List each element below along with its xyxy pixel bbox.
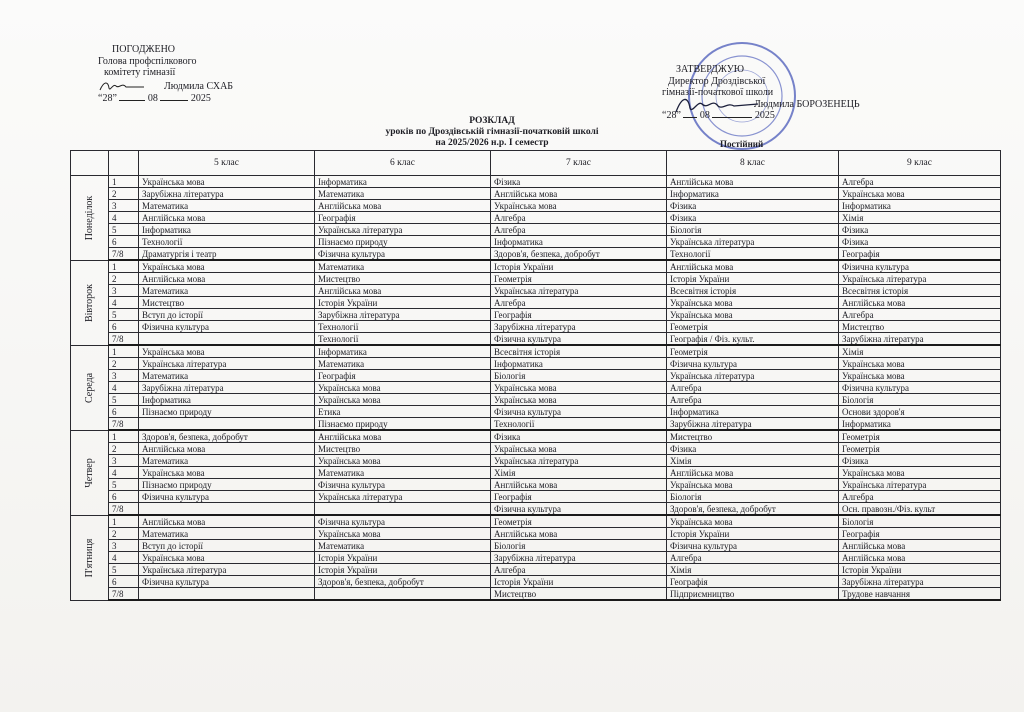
lesson-number: 4 — [109, 382, 139, 394]
class-header: 9 клас — [839, 151, 1001, 176]
lesson-cell: Алгебра — [839, 176, 1001, 188]
day-cell — [71, 515, 109, 600]
lesson-cell: Алгебра — [491, 564, 667, 576]
lesson-cell: Інформатика — [315, 345, 491, 358]
table-row — [71, 503, 1001, 516]
lesson-cell: Математика — [139, 285, 315, 297]
approval-left-day: “28” — [98, 92, 117, 104]
lesson-cell: Мистецтво — [315, 443, 491, 455]
lesson-cell: Українська мова — [315, 528, 491, 540]
lesson-cell: Біологія — [667, 491, 839, 503]
table-row — [71, 224, 1001, 236]
lesson-number: 5 — [109, 479, 139, 491]
lesson-cell: Хімія — [491, 467, 667, 479]
lesson-cell: Геометрія — [491, 515, 667, 528]
schedule-table — [70, 150, 1001, 601]
lesson-cell: Українська література — [139, 564, 315, 576]
lesson-cell: Геометрія — [491, 273, 667, 285]
lesson-cell: Біологія — [491, 370, 667, 382]
lesson-cell: Географія — [315, 370, 491, 382]
lesson-cell: Хімія — [667, 455, 839, 467]
lesson-number: 1 — [109, 430, 139, 443]
lesson-cell: Українська мова — [839, 188, 1001, 200]
lesson-cell: Технології — [315, 321, 491, 333]
lesson-cell: Інформатика — [315, 176, 491, 188]
lesson-cell: Математика — [315, 260, 491, 273]
table-row — [71, 358, 1001, 370]
schedule-subtitle-1: уроків по Дроздівській гімназії-початковій школі — [385, 127, 599, 137]
lesson-cell: Фізична культура — [839, 382, 1001, 394]
lesson-number: 3 — [109, 540, 139, 552]
approval-left-title: ПОГОДЖЕНО — [112, 44, 176, 55]
table-row — [71, 430, 1001, 443]
lesson-cell: Геометрія — [839, 443, 1001, 455]
lesson-cell: Математика — [315, 540, 491, 552]
lesson-cell: Геометрія — [667, 345, 839, 358]
lesson-cell: Українська мова — [315, 455, 491, 467]
lesson-cell: Українська література — [315, 491, 491, 503]
table-row — [71, 491, 1001, 503]
lesson-cell: Геометрія — [667, 321, 839, 333]
lesson-number: 6 — [109, 576, 139, 588]
lesson-cell — [315, 588, 491, 601]
day-label: Понеділок — [83, 195, 95, 241]
lesson-cell: Історія України — [491, 576, 667, 588]
table-row — [71, 321, 1001, 333]
table-row — [71, 564, 1001, 576]
lesson-cell: Драматургія і театр — [139, 248, 315, 261]
lesson-number: 3 — [109, 200, 139, 212]
lesson-cell: Фізика — [667, 443, 839, 455]
table-row — [71, 200, 1001, 212]
class-header: 5 клас — [139, 151, 315, 176]
lesson-cell: Англійська мова — [491, 188, 667, 200]
lesson-cell: Інформатика — [667, 406, 839, 418]
day-cell — [71, 176, 109, 261]
lesson-cell: Українська мова — [839, 467, 1001, 479]
lesson-cell: Українська література — [139, 358, 315, 370]
day-cell — [71, 345, 109, 430]
lesson-cell: Технології — [667, 248, 839, 261]
class-header: 6 клас — [315, 151, 491, 176]
lesson-cell: Зарубіжна література — [667, 418, 839, 431]
table-row — [71, 515, 1001, 528]
lesson-number: 5 — [109, 224, 139, 236]
lesson-number: 1 — [109, 345, 139, 358]
header-day-cell — [71, 151, 109, 176]
lesson-cell: Географія — [315, 212, 491, 224]
lesson-cell: Біологія — [667, 224, 839, 236]
table-header-row — [71, 151, 1001, 176]
day-label: Середа — [83, 372, 95, 403]
lesson-cell: Інформатика — [491, 236, 667, 248]
table-row — [71, 455, 1001, 467]
lesson-cell: Пізнаємо природу — [315, 236, 491, 248]
approval-left-signature-line — [98, 79, 233, 93]
lesson-cell: Англійська мова — [839, 552, 1001, 564]
lesson-cell: Англійська мова — [491, 479, 667, 491]
approval-right-year: 2025 — [754, 110, 775, 121]
table-row — [71, 370, 1001, 382]
lesson-cell: Українська література — [667, 236, 839, 248]
approval-right-line1: Директор Дроздівської — [668, 75, 766, 87]
lesson-cell: Фізика — [839, 224, 1001, 236]
lesson-cell: Українська мова — [667, 309, 839, 321]
lesson-cell: Всесвітня історія — [491, 345, 667, 358]
lesson-number: 2 — [109, 528, 139, 540]
schedule-heading — [0, 116, 1024, 149]
lesson-cell — [139, 418, 315, 431]
lesson-cell — [139, 333, 315, 346]
lesson-cell: Географія — [839, 528, 1001, 540]
header-number-cell — [109, 151, 139, 176]
lesson-cell: Географія — [839, 248, 1001, 261]
lesson-cell: Алгебра — [667, 382, 839, 394]
approval-right-line2: гімназії-початкової школи — [662, 87, 774, 98]
lesson-cell: Українська література — [839, 273, 1001, 285]
lesson-cell: Українська мова — [491, 394, 667, 406]
lesson-cell: Фізична культура — [667, 358, 839, 370]
lesson-cell: Фізична культура — [839, 260, 1001, 273]
lesson-cell: Зарубіжна література — [139, 188, 315, 200]
day-cell — [71, 430, 109, 515]
table-row — [71, 260, 1001, 273]
lesson-cell: Українська література — [315, 224, 491, 236]
lesson-cell: Англійська мова — [315, 200, 491, 212]
lesson-cell: Фізична культура — [491, 333, 667, 346]
lesson-cell — [315, 503, 491, 516]
lesson-cell: Географія / Фіз. культ. — [667, 333, 839, 346]
approval-left-year: 2025 — [190, 92, 211, 104]
lesson-cell: Алгебра — [839, 491, 1001, 503]
approval-left-line2: комітету гімназії — [104, 67, 176, 78]
lesson-cell: Технології — [315, 333, 491, 346]
approval-left-month: 08 — [147, 92, 158, 104]
table-row — [71, 588, 1001, 601]
signature-left-icon — [98, 79, 146, 93]
lesson-cell: Інформатика — [139, 394, 315, 406]
lesson-cell: Фізика — [491, 430, 667, 443]
lesson-cell: Українська мова — [667, 479, 839, 491]
table-row — [71, 273, 1001, 285]
lesson-cell: Історія України — [491, 260, 667, 273]
lesson-cell: Пізнаємо природу — [139, 406, 315, 418]
lesson-cell: Англійська мова — [667, 260, 839, 273]
lesson-cell: Пізнаємо природу — [315, 418, 491, 431]
lesson-cell: Етика — [315, 406, 491, 418]
lesson-cell: Англійська мова — [315, 430, 491, 443]
lesson-cell: Біологія — [839, 394, 1001, 406]
table-row — [71, 248, 1001, 261]
table-row — [71, 479, 1001, 491]
lesson-cell: Технології — [139, 236, 315, 248]
approval-block-right — [662, 64, 860, 122]
lesson-cell: Українська мова — [315, 394, 491, 406]
table-row — [71, 345, 1001, 358]
lesson-cell: Зарубіжна література — [491, 552, 667, 564]
lesson-cell: Вступ до історії — [139, 540, 315, 552]
lesson-cell: Математика — [139, 370, 315, 382]
lesson-cell: Українська література — [667, 370, 839, 382]
lesson-number: 6 — [109, 491, 139, 503]
lesson-cell: Українська мова — [839, 358, 1001, 370]
lesson-number: 3 — [109, 370, 139, 382]
lesson-cell: Алгебра — [839, 309, 1001, 321]
lesson-number: 4 — [109, 552, 139, 564]
lesson-cell: Фізична культура — [139, 576, 315, 588]
lesson-cell: Математика — [315, 467, 491, 479]
lesson-cell: Інформатика — [139, 224, 315, 236]
table-row — [71, 394, 1001, 406]
lesson-cell: Мистецтво — [491, 588, 667, 601]
lesson-cell: Англійська мова — [315, 285, 491, 297]
lesson-cell: Географія — [667, 576, 839, 588]
lesson-cell: Хімія — [667, 564, 839, 576]
lesson-cell: Українська мова — [139, 467, 315, 479]
schedule-permanent-label: Постійний — [720, 139, 764, 149]
lesson-cell: Історія України — [315, 552, 491, 564]
lesson-cell: Історія України — [839, 564, 1001, 576]
lesson-cell: Фізика — [491, 176, 667, 188]
lesson-number: 6 — [109, 406, 139, 418]
lesson-number: 3 — [109, 455, 139, 467]
lesson-cell: Підприємництво — [667, 588, 839, 601]
lesson-cell: Англійська мова — [139, 515, 315, 528]
schedule-title: РОЗКЛАД — [469, 116, 515, 126]
lesson-cell: Фізика — [839, 236, 1001, 248]
table-row — [71, 382, 1001, 394]
lesson-cell: Фізика — [667, 200, 839, 212]
lesson-cell: Фізика — [839, 455, 1001, 467]
lesson-cell: Історія України — [315, 564, 491, 576]
lesson-number: 2 — [109, 443, 139, 455]
approval-right-title: ЗАТВЕРДЖУЮ — [676, 64, 745, 75]
lesson-cell: Математика — [139, 528, 315, 540]
lesson-number: 2 — [109, 273, 139, 285]
lesson-cell: Геометрія — [839, 430, 1001, 443]
lesson-number: 2 — [109, 188, 139, 200]
lesson-cell: Фізична культура — [139, 321, 315, 333]
approval-left-name: Людмила СХАБ — [164, 81, 234, 92]
lesson-cell: Інформатика — [491, 358, 667, 370]
lesson-cell: Трудове навчання — [839, 588, 1001, 601]
lesson-cell: Технології — [491, 418, 667, 431]
lesson-cell: Англійська мова — [667, 176, 839, 188]
lesson-cell: Українська мова — [667, 297, 839, 309]
lesson-cell: Здоров'я, безпека, добробут — [491, 248, 667, 261]
lesson-cell: Українська мова — [667, 515, 839, 528]
lesson-cell: Математика — [139, 455, 315, 467]
table-row — [71, 285, 1001, 297]
table-row — [71, 552, 1001, 564]
lesson-number: 2 — [109, 358, 139, 370]
lesson-cell: Математика — [315, 358, 491, 370]
lesson-cell: Мистецтво — [839, 321, 1001, 333]
lesson-number: 7/8 — [109, 503, 139, 516]
lesson-cell: Українська мова — [139, 552, 315, 564]
table-row — [71, 176, 1001, 188]
approval-left-date — [98, 93, 233, 105]
lesson-cell: Українська мова — [491, 382, 667, 394]
lesson-cell: Географія — [491, 491, 667, 503]
lesson-cell: Фізична культура — [667, 540, 839, 552]
lesson-cell: Українська мова — [139, 176, 315, 188]
lesson-cell: Українська мова — [139, 260, 315, 273]
lesson-cell: Історія України — [315, 297, 491, 309]
lesson-cell: Англійська мова — [139, 273, 315, 285]
lesson-cell: Хімія — [839, 212, 1001, 224]
table-row — [71, 443, 1001, 455]
lesson-cell: Математика — [315, 188, 491, 200]
approval-right-day: “28” — [662, 110, 681, 121]
lesson-cell: Біологія — [491, 540, 667, 552]
schedule-subtitle-2: на 2025/2026 н.р. І семестр — [435, 138, 549, 148]
lesson-cell: Математика — [139, 200, 315, 212]
lesson-cell: Основи здоров'я — [839, 406, 1001, 418]
lesson-cell: Інформатика — [667, 188, 839, 200]
table-row — [71, 467, 1001, 479]
lesson-cell: Алгебра — [491, 212, 667, 224]
approval-right-name: Людмила БОРОЗЕНЕЦЬ — [754, 98, 860, 110]
lesson-cell: Всесвітня історія — [667, 285, 839, 297]
lesson-cell: Мистецтво — [315, 273, 491, 285]
lesson-cell: Мистецтво — [139, 297, 315, 309]
lesson-number: 6 — [109, 236, 139, 248]
lesson-cell: Алгебра — [491, 224, 667, 236]
lesson-cell: Фізична культура — [315, 479, 491, 491]
lesson-cell: Здоров'я, безпека, добробут — [315, 576, 491, 588]
approval-block-left — [98, 44, 233, 104]
lesson-cell: Англійська мова — [491, 528, 667, 540]
lesson-cell: Фізична культура — [491, 503, 667, 516]
lesson-number: 4 — [109, 467, 139, 479]
lesson-cell: Алгебра — [667, 394, 839, 406]
lesson-cell: Англійська мова — [839, 297, 1001, 309]
lesson-cell: Фізична культура — [315, 515, 491, 528]
table-row — [71, 236, 1001, 248]
lesson-cell: Зарубіжна література — [315, 309, 491, 321]
lesson-cell: Українська мова — [315, 382, 491, 394]
day-label: Вівторок — [83, 283, 95, 322]
lesson-cell: Зарубіжна література — [839, 333, 1001, 346]
lesson-cell: Вступ до історії — [139, 309, 315, 321]
lesson-cell: Фізична культура — [315, 248, 491, 261]
lesson-number: 6 — [109, 321, 139, 333]
schedule-body — [71, 176, 1001, 601]
lesson-cell: Англійська мова — [667, 467, 839, 479]
lesson-cell: Фізична культура — [491, 406, 667, 418]
lesson-number: 1 — [109, 176, 139, 188]
lesson-cell: Історія України — [667, 528, 839, 540]
lesson-cell: Мистецтво — [667, 430, 839, 443]
lesson-cell: Українська мова — [839, 370, 1001, 382]
lesson-cell: Біологія — [839, 515, 1001, 528]
lesson-cell: Історія України — [667, 273, 839, 285]
lesson-cell: Українська мова — [491, 200, 667, 212]
approval-left-line1: Голова профспілкового — [98, 55, 197, 67]
lesson-cell: Англійська мова — [139, 443, 315, 455]
lesson-number: 7/8 — [109, 588, 139, 601]
lesson-cell: Англійська мова — [839, 540, 1001, 552]
lesson-cell: Українська мова — [139, 345, 315, 358]
lesson-cell: Осн. правозн./Фіз. культ — [839, 503, 1001, 516]
lesson-cell: Пізнаємо природу — [139, 479, 315, 491]
lesson-number: 1 — [109, 260, 139, 273]
lesson-number: 5 — [109, 394, 139, 406]
lesson-cell: Інформатика — [839, 200, 1001, 212]
lesson-cell: Зарубіжна література — [839, 576, 1001, 588]
lesson-number: 5 — [109, 564, 139, 576]
day-label: П'ятниця — [83, 538, 95, 577]
lesson-cell: Здоров'я, безпека, добробут — [667, 503, 839, 516]
lesson-cell: Географія — [491, 309, 667, 321]
lesson-cell: Інформатика — [839, 418, 1001, 431]
day-cell — [71, 260, 109, 345]
lesson-cell: Українська література — [491, 455, 667, 467]
table-row — [71, 333, 1001, 346]
table-row — [71, 309, 1001, 321]
lesson-cell — [139, 588, 315, 601]
table-row — [71, 188, 1001, 200]
class-header: 8 клас — [667, 151, 839, 176]
lesson-number: 7/8 — [109, 248, 139, 261]
lesson-number: 7/8 — [109, 333, 139, 346]
table-row — [71, 212, 1001, 224]
lesson-cell: Українська література — [491, 285, 667, 297]
class-header: 7 клас — [491, 151, 667, 176]
lesson-cell: Здоров'я, безпека, добробут — [139, 430, 315, 443]
lesson-number: 1 — [109, 515, 139, 528]
lesson-cell: Хімія — [839, 345, 1001, 358]
lesson-cell: Англійська мова — [139, 212, 315, 224]
lesson-cell: Українська мова — [491, 443, 667, 455]
table-row — [71, 540, 1001, 552]
lesson-number: 4 — [109, 212, 139, 224]
table-row — [71, 528, 1001, 540]
lesson-cell: Алгебра — [667, 552, 839, 564]
table-row — [71, 576, 1001, 588]
table-row — [71, 406, 1001, 418]
lesson-cell: Всесвітня історія — [839, 285, 1001, 297]
lesson-cell: Українська література — [839, 479, 1001, 491]
lesson-number: 5 — [109, 309, 139, 321]
lesson-cell: Алгебра — [491, 297, 667, 309]
lesson-cell: Зарубіжна література — [139, 382, 315, 394]
lesson-number: 4 — [109, 297, 139, 309]
lesson-number: 3 — [109, 285, 139, 297]
lesson-number: 7/8 — [109, 418, 139, 431]
approval-right-month: 08 — [699, 110, 710, 121]
day-label: Четвер — [83, 457, 95, 488]
lesson-cell — [139, 503, 315, 516]
lesson-cell: Фізична культура — [139, 491, 315, 503]
lesson-cell: Фізика — [667, 212, 839, 224]
table-row — [71, 418, 1001, 431]
table-row — [71, 297, 1001, 309]
lesson-cell: Зарубіжна література — [491, 321, 667, 333]
